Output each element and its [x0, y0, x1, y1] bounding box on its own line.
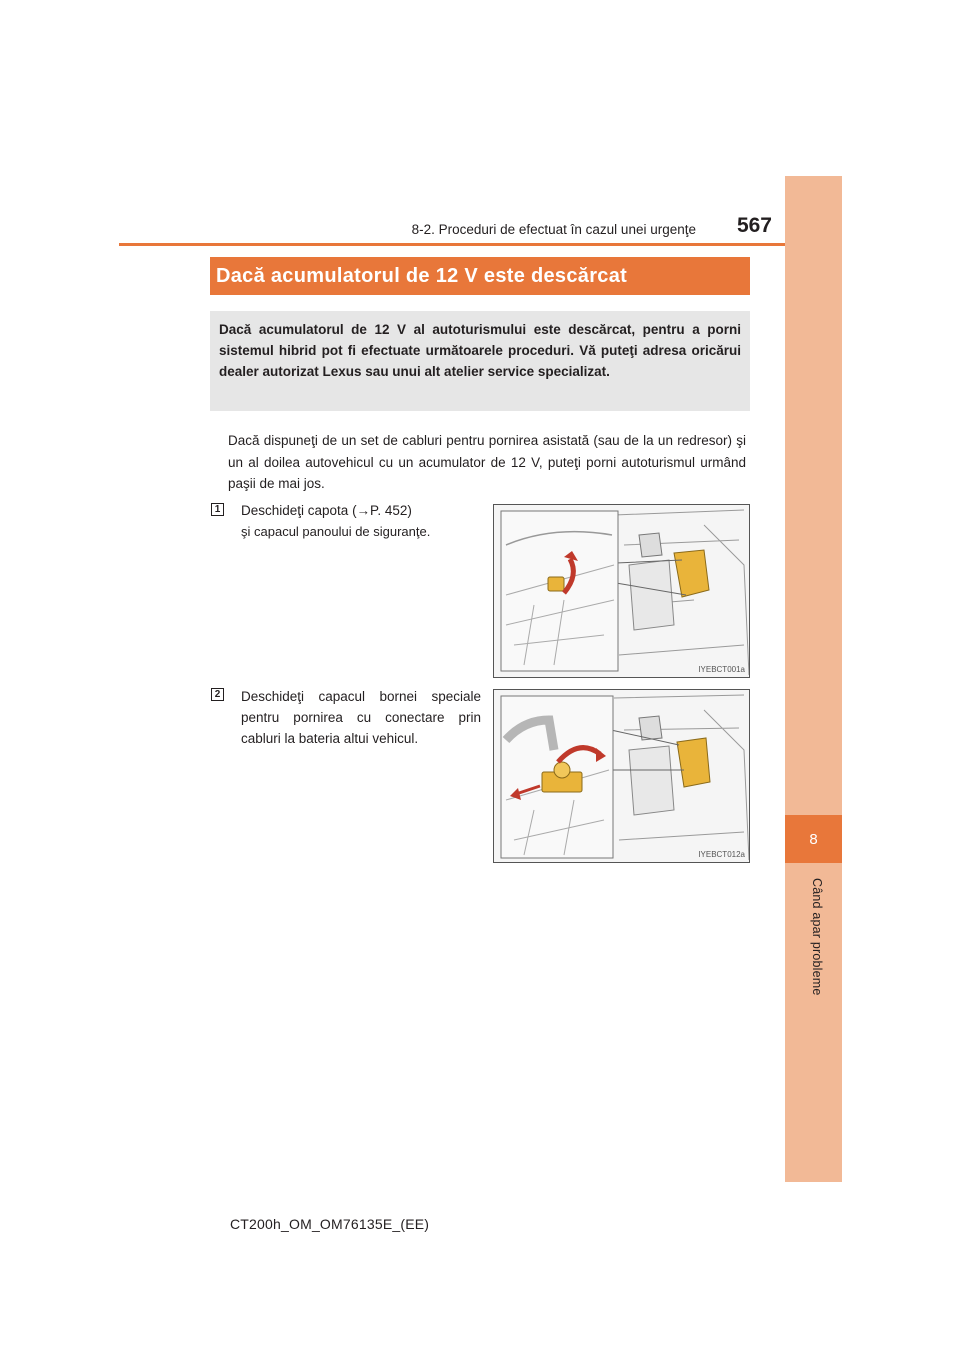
step-1-text [241, 500, 481, 542]
engine-bay-illustration-1 [494, 505, 750, 678]
header-rule [119, 243, 785, 246]
chapter-label: Când apar probleme [810, 878, 824, 996]
step-1-number: 1 [211, 503, 224, 516]
chapter-number: 8 [809, 830, 818, 848]
chapter-side-tab [785, 176, 842, 1182]
running-header-section: 8-2. Proceduri de efectuat în cazul unei urgenţe [411, 222, 696, 237]
engine-bay-illustration-2 [494, 690, 750, 863]
figure-fuse-box-cover [493, 504, 750, 678]
section-title: Dacă acumulatorul de 12 V este descărcat [210, 257, 750, 295]
step-1-instruction: Deschideţi capota (→P. 452) [241, 503, 412, 518]
figure-1-code: IYEBCT001a [698, 665, 745, 674]
figure-jump-terminal-cover [493, 689, 750, 863]
intro-box: Dacă acumulatorul de 12 V al autoturismului este descărcat, pentru a porni sistemul hibrid pot fi efectuate următoarele proceduri. Vă puteţi adresa oricărui dealer autorizat Lexus sau unui alt atelier service specializat. [210, 311, 750, 411]
step-1-subtext: şi capacul panoului de siguranţe. [241, 524, 431, 539]
body-paragraph: Dacă dispuneţi de un set de cabluri pentru pornirea asistată (sau de la un redresor) şi un al doilea autovehicul cu un acumulator de 12 V, puteţi porni autoturismul urmând paşii de mai jos. [228, 433, 746, 491]
document-code-footer: CT200h_OM_OM76135E_(EE) [230, 1216, 430, 1232]
chapter-number-tab [785, 815, 842, 863]
latch-highlight [548, 577, 564, 591]
page-number: 567 [736, 214, 772, 237]
figure-2-code: IYEBCT012a [698, 850, 745, 859]
step-2-text: Deschideţi capacul bornei speciale pentru pornirea cu conectare prin cabluri la bateria altui vehicul. [241, 689, 481, 746]
step-2-number: 2 [211, 688, 224, 701]
